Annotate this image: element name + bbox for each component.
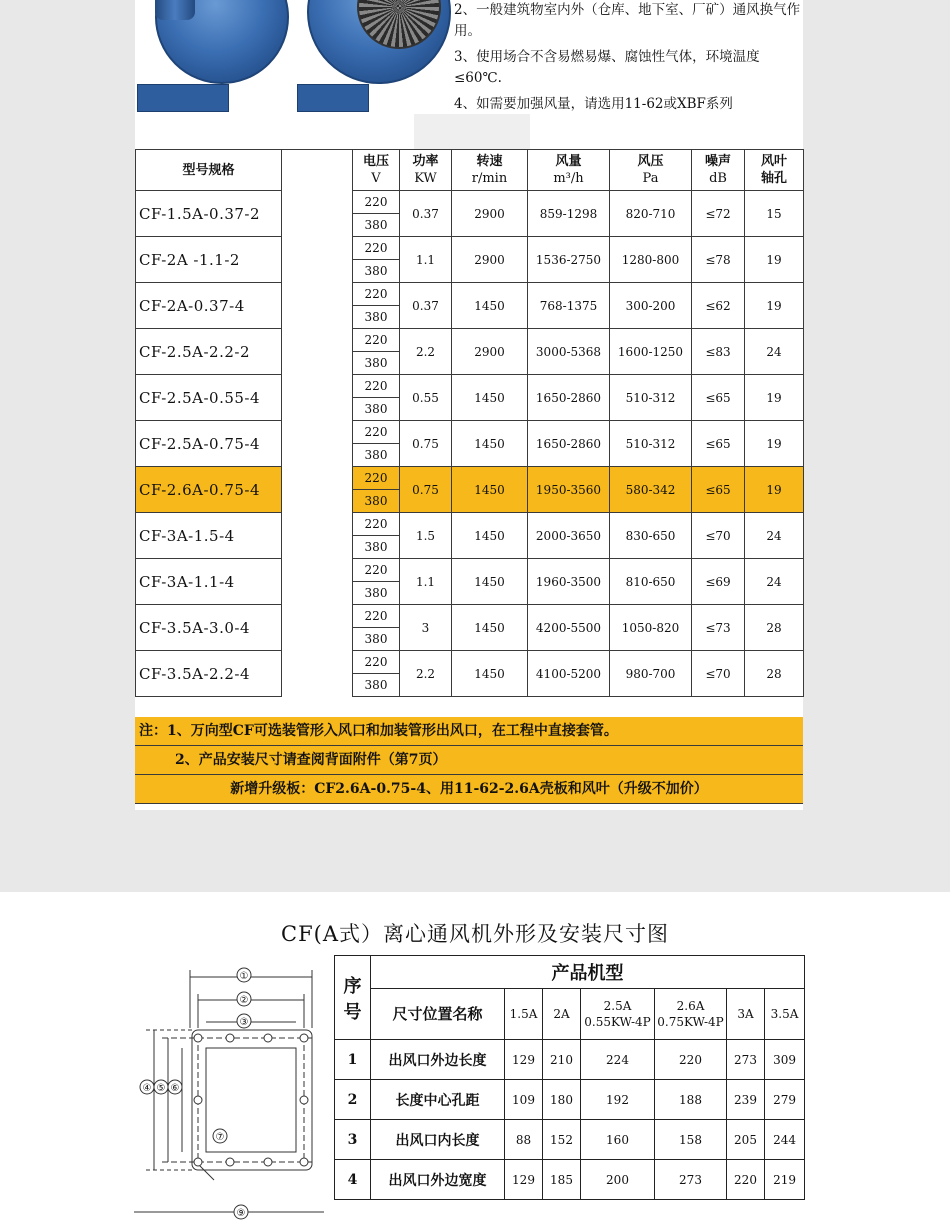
blank-cell bbox=[282, 375, 353, 421]
flow-cell: 1536-2750 bbox=[528, 237, 610, 283]
flow-cell: 2000-3650 bbox=[528, 513, 610, 559]
noise-cell: ≤70 bbox=[692, 513, 745, 559]
flow-cell: 1650-2860 bbox=[528, 421, 610, 467]
voltage-220-cell: 220 bbox=[353, 329, 400, 352]
fan-photo-left bbox=[135, 0, 285, 118]
header-power: 功率 KW bbox=[400, 150, 452, 191]
model-cell: CF-3.5A-2.2-4 bbox=[136, 651, 282, 697]
dimension-value-cell: 239 bbox=[727, 1080, 765, 1120]
voltage-220-cell: 220 bbox=[353, 283, 400, 306]
voltage-380-cell: 380 bbox=[353, 674, 400, 697]
label-2: ② bbox=[239, 995, 249, 1006]
voltage-220-cell: 220 bbox=[353, 605, 400, 628]
dimension-value-cell: 109 bbox=[505, 1080, 543, 1120]
blank-cell bbox=[282, 559, 353, 605]
speed-cell: 2900 bbox=[452, 329, 528, 375]
voltage-220-cell: 220 bbox=[353, 237, 400, 260]
dimension-value-cell: 88 bbox=[505, 1120, 543, 1160]
spec-header-row bbox=[136, 150, 804, 191]
dimension-value-cell: 152 bbox=[543, 1120, 581, 1160]
hole-cell: 24 bbox=[745, 329, 804, 375]
blank-cell bbox=[282, 191, 353, 237]
dimension-value-cell: 129 bbox=[505, 1160, 543, 1200]
outlet-drawing bbox=[134, 962, 324, 1220]
blank-cell bbox=[282, 421, 353, 467]
spec-row bbox=[136, 375, 804, 398]
model-header: 2.5A 0.55KW-4P bbox=[581, 989, 655, 1040]
dimension-value-cell: 200 bbox=[581, 1160, 655, 1200]
speed-cell: 1450 bbox=[452, 513, 528, 559]
blank-cell bbox=[282, 283, 353, 329]
dimension-value-cell: 210 bbox=[543, 1040, 581, 1080]
noise-cell: ≤70 bbox=[692, 651, 745, 697]
dimension-value-cell: 224 bbox=[581, 1040, 655, 1080]
voltage-380-cell: 380 bbox=[353, 628, 400, 651]
power-cell: 3 bbox=[400, 605, 452, 651]
label-4: ④ bbox=[142, 1083, 152, 1094]
fan-photo-right bbox=[295, 0, 445, 118]
blank-cell bbox=[282, 605, 353, 651]
dimension-value-cell: 279 bbox=[765, 1080, 805, 1120]
model-header: 2A bbox=[543, 989, 581, 1040]
seq-cell: 2 bbox=[335, 1080, 371, 1120]
pressure-cell: 810-650 bbox=[610, 559, 692, 605]
product-photos bbox=[135, 0, 451, 118]
seq-cell: 1 bbox=[335, 1040, 371, 1080]
flow-cell: 4200-5500 bbox=[528, 605, 610, 651]
model-cell: CF-2.5A-0.55-4 bbox=[136, 375, 282, 421]
dimension-table bbox=[334, 955, 805, 1200]
blank-cell bbox=[282, 513, 353, 559]
dimension-value-cell: 158 bbox=[655, 1120, 727, 1160]
blank-cell bbox=[282, 651, 353, 697]
pressure-cell: 1600-1250 bbox=[610, 329, 692, 375]
dimension-row bbox=[335, 1160, 805, 1200]
flow-cell: 768-1375 bbox=[528, 283, 610, 329]
usage-notes bbox=[454, 0, 804, 115]
speed-cell: 1450 bbox=[452, 283, 528, 329]
spec-row bbox=[136, 237, 804, 260]
pressure-cell: 830-650 bbox=[610, 513, 692, 559]
power-cell: 2.2 bbox=[400, 651, 452, 697]
voltage-220-cell: 220 bbox=[353, 513, 400, 536]
flow-cell: 1950-3560 bbox=[528, 467, 610, 513]
dimension-name-cell: 出风口外边长度 bbox=[371, 1040, 505, 1080]
label-9: ⑨ bbox=[236, 1208, 246, 1219]
pressure-cell: 820-710 bbox=[610, 191, 692, 237]
hole-cell: 28 bbox=[745, 651, 804, 697]
model-cell: CF-2.5A-0.75-4 bbox=[136, 421, 282, 467]
flow-cell: 4100-5200 bbox=[528, 651, 610, 697]
hole-cell: 19 bbox=[745, 375, 804, 421]
dimension-row bbox=[335, 1080, 805, 1120]
pressure-cell: 580-342 bbox=[610, 467, 692, 513]
flow-cell: 859-1298 bbox=[528, 191, 610, 237]
model-cell: CF-2A -1.1-2 bbox=[136, 237, 282, 283]
dimension-name-cell: 出风口外边宽度 bbox=[371, 1160, 505, 1200]
dimension-value-cell: 205 bbox=[727, 1120, 765, 1160]
footnotes bbox=[135, 717, 803, 804]
dimension-value-cell: 188 bbox=[655, 1080, 727, 1120]
model-header: 3.5A bbox=[765, 989, 805, 1040]
dimension-value-cell: 192 bbox=[581, 1080, 655, 1120]
power-cell: 0.55 bbox=[400, 375, 452, 421]
dimension-value-cell: 220 bbox=[727, 1160, 765, 1200]
pressure-cell: 510-312 bbox=[610, 375, 692, 421]
seq-header: 序号 bbox=[335, 956, 371, 1040]
spec-row bbox=[136, 605, 804, 628]
pressure-cell: 980-700 bbox=[610, 651, 692, 697]
hole-cell: 28 bbox=[745, 605, 804, 651]
dimension-value-cell: 185 bbox=[543, 1160, 581, 1200]
seq-cell: 4 bbox=[335, 1160, 371, 1200]
spec-row bbox=[136, 467, 804, 490]
model-cell: CF-2A-0.37-4 bbox=[136, 283, 282, 329]
header-noise: 噪声 dB bbox=[692, 150, 745, 191]
voltage-220-cell: 220 bbox=[353, 191, 400, 214]
dimension-value-cell: 273 bbox=[727, 1040, 765, 1080]
voltage-220-cell: 220 bbox=[353, 375, 400, 398]
spec-row bbox=[136, 283, 804, 306]
flange-diagram bbox=[134, 962, 324, 1220]
voltage-380-cell: 380 bbox=[353, 214, 400, 237]
hole-cell: 24 bbox=[745, 559, 804, 605]
model-cell: CF-1.5A-0.37-2 bbox=[136, 191, 282, 237]
header-flow: 风量 m³/h bbox=[528, 150, 610, 191]
blank-cell bbox=[282, 237, 353, 283]
noise-cell: ≤69 bbox=[692, 559, 745, 605]
group-header: 产品机型 bbox=[371, 956, 805, 989]
voltage-220-cell: 220 bbox=[353, 559, 400, 582]
dimension-value-cell: 273 bbox=[655, 1160, 727, 1200]
voltage-380-cell: 380 bbox=[353, 260, 400, 283]
flow-cell: 3000-5368 bbox=[528, 329, 610, 375]
hole-cell: 15 bbox=[745, 191, 804, 237]
pressure-cell: 300-200 bbox=[610, 283, 692, 329]
label-1: ① bbox=[239, 971, 249, 982]
power-cell: 1.1 bbox=[400, 559, 452, 605]
spec-table bbox=[135, 149, 804, 697]
model-cell: CF-3.5A-3.0-4 bbox=[136, 605, 282, 651]
model-header: 3A bbox=[727, 989, 765, 1040]
noise-cell: ≤62 bbox=[692, 283, 745, 329]
pressure-cell: 510-312 bbox=[610, 421, 692, 467]
model-cell: CF-2.6A-0.75-4 bbox=[136, 467, 282, 513]
power-cell: 1.1 bbox=[400, 237, 452, 283]
spec-row bbox=[136, 329, 804, 352]
seq-cell: 3 bbox=[335, 1120, 371, 1160]
label-3: ③ bbox=[239, 1017, 249, 1028]
voltage-220-cell: 220 bbox=[353, 421, 400, 444]
power-cell: 1.5 bbox=[400, 513, 452, 559]
header-pressure: 风压 Pa bbox=[610, 150, 692, 191]
header-model: 型号规格 bbox=[136, 150, 282, 191]
dimension-value-cell: 129 bbox=[505, 1040, 543, 1080]
speed-cell: 1450 bbox=[452, 559, 528, 605]
hole-cell: 19 bbox=[745, 283, 804, 329]
dimension-title: CF(A式）离心通风机外形及安装尺寸图 bbox=[281, 922, 669, 946]
power-cell: 0.75 bbox=[400, 421, 452, 467]
dimension-value-cell: 219 bbox=[765, 1160, 805, 1200]
power-cell: 2.2 bbox=[400, 329, 452, 375]
dimension-row bbox=[335, 1120, 805, 1160]
dimension-value-cell: 220 bbox=[655, 1040, 727, 1080]
noise-cell: ≤65 bbox=[692, 467, 745, 513]
hole-cell: 19 bbox=[745, 237, 804, 283]
footnote-2: 2、产品安装尺寸请查阅背面附件（第7页） bbox=[135, 746, 803, 775]
dimension-value-cell: 309 bbox=[765, 1040, 805, 1080]
name-header: 尺寸位置名称 bbox=[371, 989, 505, 1040]
voltage-380-cell: 380 bbox=[353, 582, 400, 605]
hole-cell: 19 bbox=[745, 467, 804, 513]
noise-cell: ≤65 bbox=[692, 421, 745, 467]
power-cell: 0.37 bbox=[400, 191, 452, 237]
hole-cell: 24 bbox=[745, 513, 804, 559]
voltage-380-cell: 380 bbox=[353, 352, 400, 375]
noise-cell: ≤73 bbox=[692, 605, 745, 651]
note-line-4: 4、如需要加强风量，请选用11-62或XBF系列 bbox=[454, 96, 733, 112]
hole-cell: 19 bbox=[745, 421, 804, 467]
label-7: ⑦ bbox=[215, 1132, 225, 1143]
pressure-cell: 1280-800 bbox=[610, 237, 692, 283]
dimension-name-cell: 出风口内长度 bbox=[371, 1120, 505, 1160]
voltage-380-cell: 380 bbox=[353, 536, 400, 559]
dimension-value-cell: 180 bbox=[543, 1080, 581, 1120]
voltage-380-cell: 380 bbox=[353, 444, 400, 467]
spec-row bbox=[136, 191, 804, 214]
pressure-cell: 1050-820 bbox=[610, 605, 692, 651]
noise-cell: ≤78 bbox=[692, 237, 745, 283]
noise-cell: ≤65 bbox=[692, 375, 745, 421]
voltage-380-cell: 380 bbox=[353, 306, 400, 329]
flow-cell: 1960-3500 bbox=[528, 559, 610, 605]
header-hole: 风叶 轴孔 bbox=[745, 150, 804, 191]
header-speed: 转速 r/min bbox=[452, 150, 528, 191]
speed-cell: 2900 bbox=[452, 237, 528, 283]
blank-cell bbox=[282, 467, 353, 513]
model-header: 2.6A 0.75KW-4P bbox=[655, 989, 727, 1040]
flow-cell: 1650-2860 bbox=[528, 375, 610, 421]
power-cell: 0.37 bbox=[400, 283, 452, 329]
speed-cell: 1450 bbox=[452, 421, 528, 467]
dimension-value-cell: 160 bbox=[581, 1120, 655, 1160]
model-header: 1.5A bbox=[505, 989, 543, 1040]
dimension-value-cell: 244 bbox=[765, 1120, 805, 1160]
spec-row bbox=[136, 651, 804, 674]
speed-cell: 1450 bbox=[452, 467, 528, 513]
header-blank bbox=[282, 150, 353, 191]
dimension-row bbox=[335, 1040, 805, 1080]
note-line-3: 3、使用场合不含易燃易爆、腐蚀性气体，环境温度≤60℃. bbox=[454, 49, 760, 86]
voltage-220-cell: 220 bbox=[353, 651, 400, 674]
speed-cell: 2900 bbox=[452, 191, 528, 237]
model-cell: CF-2.5A-2.2-2 bbox=[136, 329, 282, 375]
noise-cell: ≤72 bbox=[692, 191, 745, 237]
header-voltage: 电压 V bbox=[353, 150, 400, 191]
model-cell: CF-3A-1.1-4 bbox=[136, 559, 282, 605]
speed-cell: 1450 bbox=[452, 375, 528, 421]
speed-cell: 1450 bbox=[452, 651, 528, 697]
spec-row bbox=[136, 559, 804, 582]
label-6: ⑥ bbox=[170, 1083, 180, 1094]
blank-cell bbox=[282, 329, 353, 375]
gray-spacer bbox=[414, 114, 530, 150]
voltage-380-cell: 380 bbox=[353, 490, 400, 513]
footnote-1: 注：1、万向型CF可选装管形入风口和加装管形出风口，在工程中直接套管。 bbox=[135, 717, 803, 746]
spec-row bbox=[136, 421, 804, 444]
footnote-3: 新增升级板：CF2.6A-0.75-4、用11-62-2.6A壳板和风叶（升级不加价） bbox=[135, 775, 803, 804]
spec-row bbox=[136, 513, 804, 536]
note-line-2: 2、一般建筑物室内外（仓库、地下室、厂矿）通风换气作用。 bbox=[454, 2, 801, 39]
power-cell: 0.75 bbox=[400, 467, 452, 513]
model-cell: CF-3A-1.5-4 bbox=[136, 513, 282, 559]
voltage-220-cell: 220 bbox=[353, 467, 400, 490]
voltage-380-cell: 380 bbox=[353, 398, 400, 421]
noise-cell: ≤83 bbox=[692, 329, 745, 375]
speed-cell: 1450 bbox=[452, 605, 528, 651]
dimension-name-cell: 长度中心孔距 bbox=[371, 1080, 505, 1120]
label-5: ⑤ bbox=[156, 1083, 166, 1094]
